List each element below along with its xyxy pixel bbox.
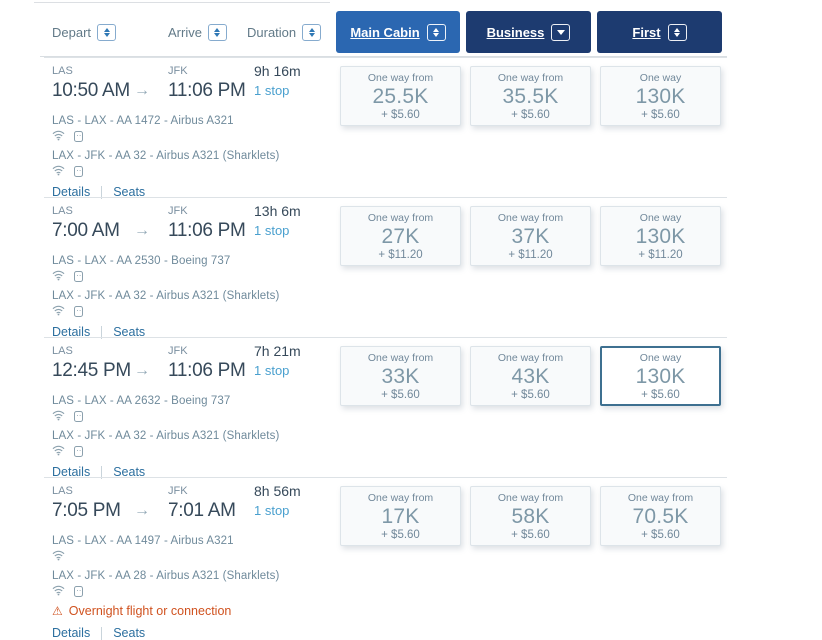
price-taxes: + $5.60	[641, 108, 680, 121]
segment-1-info: LAS - LAX - AA 2530 - Boeing 737	[52, 255, 231, 267]
price-miles: 33K	[381, 364, 420, 388]
segment-2-info: LAX - JFK - AA 32 - Airbus A321 (Sharklets)	[52, 430, 280, 442]
arrive-time: 11:06 PM	[168, 360, 246, 381]
price-taxes: + $11.20	[508, 248, 553, 261]
segment-1-amenities	[52, 131, 727, 142]
price-taxes: + $11.20	[378, 248, 423, 261]
price-qualifier: One way	[639, 71, 682, 84]
sort-depart[interactable]	[52, 24, 116, 41]
price-card[interactable]	[470, 486, 591, 546]
wifi-icon	[52, 128, 65, 146]
arrow-right-icon: →	[134, 502, 150, 519]
price-taxes: + $5.60	[511, 388, 550, 401]
segment-2-info: LAX - JFK - AA 28 - Airbus A321 (Sharklets)	[52, 570, 280, 582]
business-label: Business	[486, 24, 545, 40]
sort-arrive-label: Arrive	[168, 25, 202, 40]
depart-time: 7:00 AM	[52, 220, 120, 241]
power-icon	[74, 131, 83, 142]
price-card[interactable]	[600, 66, 721, 126]
wifi-icon	[52, 583, 65, 601]
sort-spinner-icon	[302, 24, 321, 41]
arrow-right-icon: →	[134, 82, 150, 99]
price-card[interactable]	[470, 66, 591, 126]
segment-2-amenities	[52, 446, 727, 457]
price-qualifier: One way from	[627, 491, 694, 504]
links-divider	[101, 627, 102, 640]
flight-result-row	[44, 337, 727, 477]
price-qualifier: One way	[639, 351, 682, 364]
price-miles: 35.5K	[502, 84, 559, 108]
details-link[interactable]: Details	[52, 185, 91, 199]
segment-1-amenities	[52, 411, 727, 422]
power-icon	[74, 306, 83, 317]
row-links	[52, 626, 727, 640]
main-cabin-label: Main Cabin	[350, 24, 420, 40]
wifi-icon	[52, 548, 65, 566]
sort-duration[interactable]	[247, 24, 321, 41]
duration-value: 7h 21m	[254, 343, 301, 359]
price-qualifier: One way	[639, 211, 682, 224]
price-miles: 130K	[635, 364, 686, 388]
results-header	[44, 0, 727, 57]
wifi-icon	[52, 443, 65, 461]
seats-link[interactable]: Seats	[113, 325, 146, 339]
sort-arrive[interactable]	[168, 24, 227, 41]
origin-code: LAS	[52, 65, 73, 77]
destination-code: JFK	[168, 205, 188, 217]
origin-code: LAS	[52, 205, 73, 217]
details-link[interactable]: Details	[52, 325, 91, 339]
price-miles: 58K	[511, 504, 550, 528]
price-qualifier: One way from	[497, 211, 564, 224]
segment-2-info: LAX - JFK - AA 32 - Airbus A321 (Sharklets)	[52, 290, 280, 302]
flight-results-list	[0, 57, 822, 640]
details-link[interactable]: Details	[52, 465, 91, 479]
price-miles: 43K	[511, 364, 550, 388]
price-card[interactable]	[340, 346, 461, 406]
arrive-time: 11:06 PM	[168, 80, 246, 101]
segment-1-amenities	[52, 551, 727, 562]
price-miles: 27K	[381, 224, 420, 248]
price-card[interactable]	[340, 66, 461, 126]
price-taxes: + $5.60	[641, 388, 680, 401]
depart-time: 7:05 PM	[52, 500, 121, 521]
power-icon	[74, 271, 83, 282]
sort-spinner-icon	[668, 24, 687, 41]
dropdown-arrow-icon	[551, 24, 570, 41]
wifi-icon	[52, 303, 65, 321]
price-qualifier: One way from	[367, 211, 434, 224]
price-miles: 130K	[635, 84, 686, 108]
wifi-icon	[52, 163, 65, 181]
segment-1-info: LAS - LAX - AA 1497 - Airbus A321	[52, 535, 234, 547]
seats-link[interactable]: Seats	[113, 185, 146, 199]
overnight-warning-text: Overnight flight or connection	[68, 604, 232, 618]
details-link[interactable]: Details	[52, 626, 91, 640]
stops-link[interactable]: 1 stop	[254, 363, 290, 378]
overnight-warning	[52, 604, 727, 618]
price-qualifier: One way from	[367, 351, 434, 364]
price-taxes: + $5.60	[381, 388, 420, 401]
origin-code: LAS	[52, 485, 73, 497]
price-card[interactable]	[470, 206, 591, 266]
segment-1-info: LAS - LAX - AA 1472 - Airbus A321	[52, 115, 234, 127]
origin-code: LAS	[52, 345, 73, 357]
price-taxes: + $11.20	[638, 248, 683, 261]
flight-result-row	[44, 197, 727, 337]
sort-depart-label: Depart	[52, 25, 92, 40]
main-cabin-column-button[interactable]	[336, 11, 460, 53]
sort-spinner-icon	[208, 24, 227, 41]
stops-link[interactable]: 1 stop	[254, 223, 290, 238]
price-taxes: + $5.60	[641, 528, 680, 541]
flight-result-row	[44, 477, 727, 640]
destination-code: JFK	[168, 345, 188, 357]
duration-value: 8h 56m	[254, 483, 301, 499]
segment-1-info: LAS - LAX - AA 2632 - Boeing 737	[52, 395, 231, 407]
price-card[interactable]	[600, 206, 721, 266]
price-miles: 130K	[635, 224, 686, 248]
segment-2-info: LAX - JFK - AA 32 - Airbus A321 (Sharklets)	[52, 150, 280, 162]
business-column-button[interactable]	[466, 11, 591, 53]
destination-code: JFK	[168, 485, 188, 497]
segment-2-amenities	[52, 306, 727, 317]
price-qualifier: One way from	[367, 71, 434, 84]
price-miles: 25.5K	[372, 84, 429, 108]
price-miles: 37K	[511, 224, 550, 248]
price-miles: 70.5K	[632, 504, 689, 528]
price-qualifier: One way from	[497, 71, 564, 84]
depart-time: 10:50 AM	[52, 80, 130, 101]
price-qualifier: One way from	[367, 491, 434, 504]
price-card[interactable]	[600, 346, 721, 406]
flight-result-row	[44, 57, 727, 197]
arrow-right-icon: →	[134, 222, 150, 239]
sort-spinner-icon	[97, 24, 116, 41]
stops-link[interactable]: 1 stop	[254, 83, 290, 98]
price-miles: 17K	[381, 504, 420, 528]
wifi-icon	[52, 408, 65, 426]
price-card[interactable]	[340, 206, 461, 266]
segment-1-amenities	[52, 271, 727, 282]
price-card[interactable]	[470, 346, 591, 406]
arrive-time: 11:06 PM	[168, 220, 246, 241]
seats-link[interactable]: Seats	[113, 465, 146, 479]
seats-link[interactable]: Seats	[113, 626, 146, 640]
wifi-icon	[52, 268, 65, 286]
warning-triangle-icon: ⚠	[52, 604, 63, 618]
price-taxes: + $5.60	[381, 528, 420, 541]
power-icon	[74, 446, 83, 457]
power-icon	[74, 586, 83, 597]
destination-code: JFK	[168, 65, 188, 77]
first-label: First	[632, 24, 661, 40]
price-taxes: + $5.60	[511, 108, 550, 121]
arrive-time: 7:01 AM	[168, 500, 236, 521]
sort-spinner-icon	[427, 24, 446, 41]
first-column-button[interactable]	[597, 11, 722, 53]
price-card[interactable]	[340, 486, 461, 546]
price-card[interactable]	[600, 486, 721, 546]
price-qualifier: One way from	[497, 351, 564, 364]
power-icon	[74, 166, 83, 177]
depart-time: 12:45 PM	[52, 360, 131, 381]
segment-2-amenities	[52, 586, 727, 597]
segment-2-amenities	[52, 166, 727, 177]
power-icon	[74, 411, 83, 422]
duration-value: 13h 6m	[254, 203, 301, 219]
arrow-right-icon: →	[134, 362, 150, 379]
price-qualifier: One way from	[497, 491, 564, 504]
price-taxes: + $5.60	[511, 528, 550, 541]
duration-value: 9h 16m	[254, 63, 301, 79]
stops-link[interactable]: 1 stop	[254, 503, 290, 518]
sort-duration-label: Duration	[247, 25, 297, 40]
price-taxes: + $5.60	[381, 108, 420, 121]
